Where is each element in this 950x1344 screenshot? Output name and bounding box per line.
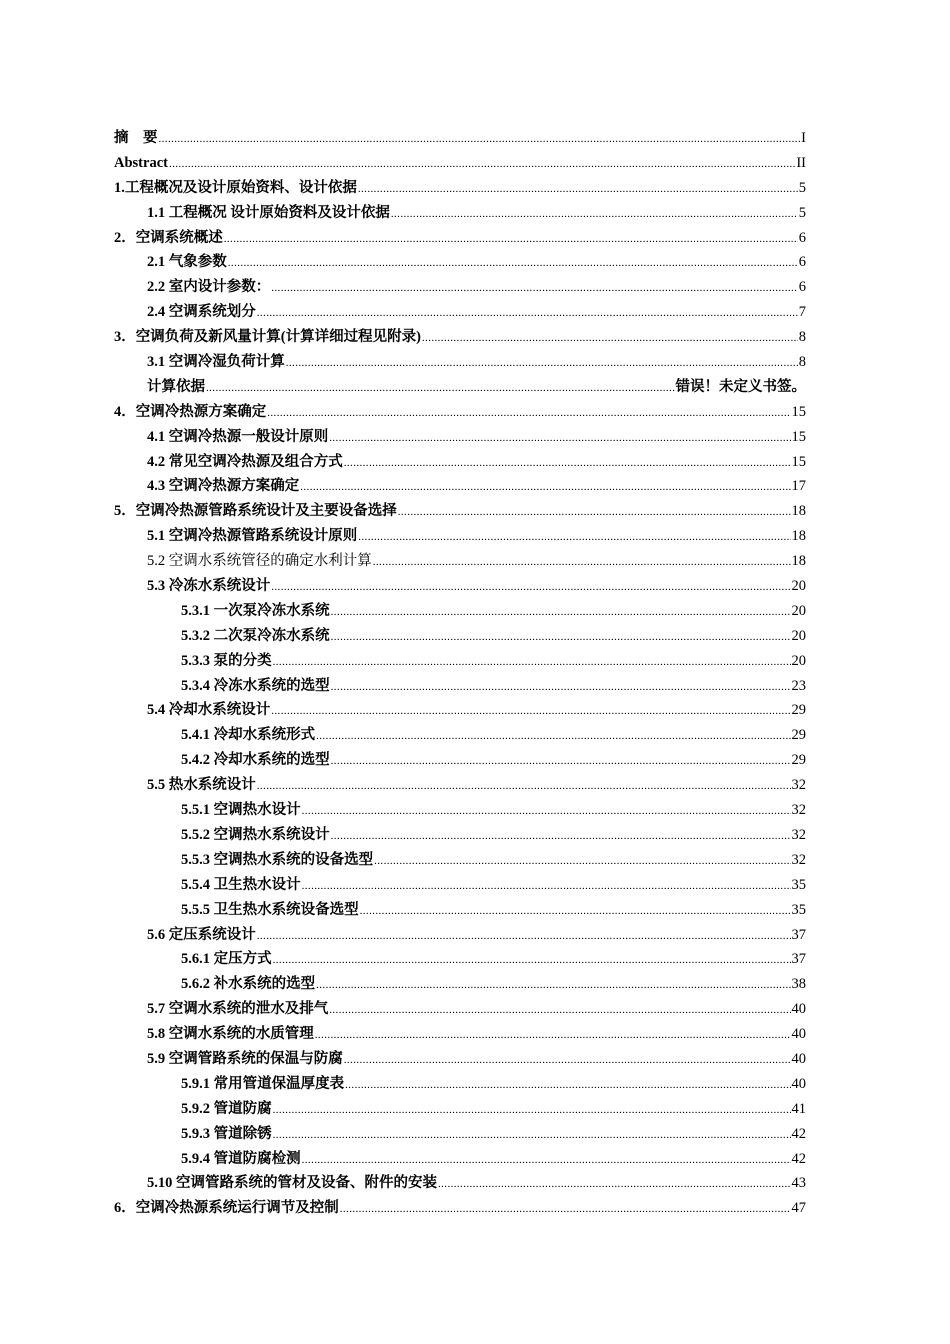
- toc-entry-title: 5.6.2 补水系统的选型: [181, 976, 316, 993]
- dot-leader: [344, 451, 791, 476]
- toc-entry-page-number: 35: [791, 901, 806, 918]
- toc-entry-title: 5.6 定压系统设计: [147, 926, 256, 943]
- dot-leader: [391, 202, 798, 227]
- dot-leader: [228, 251, 798, 276]
- toc-entry[interactable]: [114, 599, 806, 624]
- dot-leader: [358, 177, 798, 202]
- toc-entry-page-number: 43: [791, 1175, 806, 1192]
- toc-entry-page-number: 32: [791, 826, 806, 843]
- toc-entry[interactable]: [114, 300, 806, 325]
- toc-entry[interactable]: [114, 126, 806, 151]
- toc-entry[interactable]: [114, 1022, 806, 1047]
- toc-entry-title: 5.3 冷冻水系统设计: [147, 578, 271, 595]
- toc-entry-title: 1.1 工程概况 设计原始资料及设计依据: [147, 204, 390, 221]
- toc-entry[interactable]: [114, 275, 806, 300]
- dot-leader: [257, 301, 798, 326]
- toc-entry-page-number: 6: [798, 279, 806, 296]
- dot-leader: [159, 127, 801, 152]
- toc-entry-title: 5.9.3 管道除锈: [181, 1125, 272, 1142]
- toc-entry-page-number: II: [796, 154, 806, 171]
- toc-entry-page-number: 42: [791, 1125, 806, 1142]
- toc-entry[interactable]: [114, 1072, 806, 1097]
- toc-entry[interactable]: [114, 972, 806, 997]
- toc-entry[interactable]: [114, 524, 806, 549]
- toc-entry-title: 4.1 空调冷热源一般设计原则: [147, 428, 329, 445]
- dot-leader: [315, 1023, 791, 1048]
- toc-entry[interactable]: [114, 375, 806, 400]
- toc-entry-title: 5.4 冷却水系统设计: [147, 702, 271, 719]
- toc-entry-title: 4.3 空调冷热源方案确定: [147, 478, 300, 495]
- toc-entry[interactable]: [114, 748, 806, 773]
- toc-entry-title: 5.5.4 卫生热水设计: [181, 876, 301, 893]
- toc-entry-title: 5.7 空调水系统的泄水及排气: [147, 1001, 329, 1018]
- toc-entry[interactable]: [114, 499, 806, 524]
- toc-entry-page-number: 29: [791, 752, 806, 769]
- toc-entry-title: 5.9 空调管路系统的保温与防腐: [147, 1050, 343, 1067]
- dot-leader: [257, 774, 791, 799]
- dot-leader: [329, 998, 790, 1023]
- toc-entry-title: 5.9.4 管道防腐检测: [181, 1150, 301, 1167]
- toc-entry-title: 5．空调冷热源管路系统设计及主要设备选择: [114, 503, 397, 520]
- toc-entry[interactable]: [114, 723, 806, 748]
- toc-entry-page-number: 8: [798, 354, 806, 371]
- dot-leader: [273, 1123, 791, 1148]
- dot-leader: [331, 675, 791, 700]
- toc-entry-page-number: 40: [791, 1026, 806, 1043]
- dot-leader: [302, 799, 791, 824]
- toc-entry[interactable]: [114, 1147, 806, 1172]
- toc-entry-page-number: 40: [791, 1001, 806, 1018]
- toc-entry[interactable]: [114, 151, 806, 176]
- dot-leader: [302, 1148, 791, 1173]
- toc-entry-page-number: 35: [791, 876, 806, 893]
- dot-leader: [331, 625, 791, 650]
- toc-entry[interactable]: [114, 798, 806, 823]
- toc-entry-title: 2．空调系统概述: [114, 229, 223, 246]
- toc-entry[interactable]: [114, 947, 806, 972]
- toc-entry[interactable]: [114, 325, 806, 350]
- toc-entry-page-number: 20: [791, 627, 806, 644]
- dot-leader: [316, 724, 790, 749]
- toc-entry-page-number: 5: [798, 179, 806, 196]
- dot-leader: [273, 650, 791, 675]
- toc-entry-page-number: 6: [798, 229, 806, 246]
- toc-entry[interactable]: [114, 923, 806, 948]
- toc-entry-title: 5.3.3 泵的分类: [181, 652, 272, 669]
- dot-leader: [257, 924, 791, 949]
- toc-entry-title: 5.5.3 空调热水系统的设备选型: [181, 851, 374, 868]
- toc-entry-title: 5.2 空调水系统管径的确定水利计算: [147, 553, 372, 570]
- toc-entry-title: 5.8 空调水系统的水质管理: [147, 1026, 314, 1043]
- toc-entry-title: 5.3.2 二次泵冷冻水系统: [181, 627, 330, 644]
- dot-leader: [360, 899, 791, 924]
- toc-entry-title: 5.4.2 冷却水系统的选型: [181, 752, 330, 769]
- toc-entry-page-number: 20: [791, 652, 806, 669]
- toc-entry-title: 5.5 热水系统设计: [147, 777, 256, 794]
- toc-entry-title: 4．空调冷热源方案确定: [114, 403, 267, 420]
- toc-entry-title: 5.3.4 冷冻水系统的选型: [181, 677, 330, 694]
- toc-entry-page-number: 18: [791, 553, 806, 570]
- toc-entry-page-number: 38: [791, 976, 806, 993]
- toc-entry-page-number: 37: [791, 951, 806, 968]
- dot-leader: [398, 500, 791, 525]
- dot-leader: [267, 401, 790, 426]
- dot-leader: [373, 550, 791, 575]
- toc-entry-title: 6．空调冷热源系统运行调节及控制: [114, 1200, 339, 1217]
- toc-entry[interactable]: [114, 649, 806, 674]
- toc-entry[interactable]: [114, 698, 806, 723]
- dot-leader: [206, 376, 675, 401]
- dot-leader: [331, 600, 791, 625]
- toc-entry[interactable]: [114, 450, 806, 475]
- toc-entry[interactable]: [114, 773, 806, 798]
- dot-leader: [340, 1197, 791, 1222]
- toc-entry[interactable]: [114, 474, 806, 499]
- toc-entry-page-number: 20: [791, 602, 806, 619]
- toc-entry-error-message: 错误！未定义书签。: [675, 378, 806, 395]
- dot-leader: [169, 152, 795, 177]
- toc-entry[interactable]: [114, 226, 806, 251]
- toc-entry-page-number: 32: [791, 802, 806, 819]
- toc-entry-title: 2.4 空调系统划分: [147, 304, 256, 321]
- toc-entry-title: 3．空调负荷及新风量计算(计算详细过程见附录): [114, 329, 421, 346]
- toc-entry-page-number: 17: [791, 478, 806, 495]
- toc-entry[interactable]: [114, 201, 806, 226]
- toc-entry[interactable]: [114, 425, 806, 450]
- toc-entry-page-number: 15: [791, 428, 806, 445]
- toc-entry-title: 3.1 空调冷湿负荷计算: [147, 354, 285, 371]
- toc-entry-title: 5.5.5 卫生热水系统设备选型: [181, 901, 359, 918]
- toc-entry[interactable]: [114, 624, 806, 649]
- toc-entry[interactable]: [114, 350, 806, 375]
- toc-entry-title: 5.9.1 常用管道保温厚度表: [181, 1075, 345, 1092]
- toc-entry-page-number: 8: [798, 329, 806, 346]
- dot-leader: [331, 749, 791, 774]
- toc-entry-page-number: 40: [791, 1075, 806, 1092]
- dot-leader: [302, 874, 791, 899]
- dot-leader: [374, 849, 790, 874]
- toc-entry-page-number: 23: [791, 677, 806, 694]
- toc-entry-title: 1.工程概况及设计原始资料、设计依据: [114, 179, 357, 196]
- toc-entry[interactable]: [114, 823, 806, 848]
- dot-leader: [344, 1048, 791, 1073]
- dot-leader: [224, 227, 798, 252]
- toc-entry-title: 5.1 空调冷热源管路系统设计原则: [147, 528, 358, 545]
- toc-entry-page-number: 40: [791, 1050, 806, 1067]
- dot-leader: [422, 326, 798, 351]
- toc-entry[interactable]: [114, 848, 806, 873]
- toc-entry-page-number: 18: [791, 503, 806, 520]
- toc-entry-page-number: 32: [791, 851, 806, 868]
- toc-entry-page-number: I: [801, 130, 806, 146]
- dot-leader: [438, 1172, 791, 1197]
- dot-leader: [273, 1098, 791, 1123]
- dot-leader: [345, 1073, 790, 1098]
- toc-entry-page-number: 15: [791, 403, 806, 420]
- toc-entry-title: 5.5.2 空调热水系统设计: [181, 826, 330, 843]
- toc-entry-page-number: 6: [798, 254, 806, 271]
- toc-entry-title: 摘 要: [114, 130, 158, 146]
- dot-leader: [271, 699, 790, 724]
- dot-leader: [329, 426, 790, 451]
- dot-leader: [286, 351, 798, 376]
- toc-entry-title: 计算依据: [147, 378, 205, 395]
- toc-entry[interactable]: [114, 176, 806, 201]
- dot-leader: [300, 475, 790, 500]
- toc-entry-title: 5.10 空调管路系统的管材及设备、附件的安装: [147, 1175, 437, 1192]
- toc-entry[interactable]: [114, 250, 806, 275]
- dot-leader: [271, 575, 790, 600]
- dot-leader: [273, 948, 791, 973]
- toc-entry-page-number: 18: [791, 528, 806, 545]
- toc-entry-page-number: 32: [791, 777, 806, 794]
- toc-entry[interactable]: [114, 1196, 806, 1221]
- toc-entry[interactable]: [114, 873, 806, 898]
- dot-leader: [271, 276, 798, 301]
- toc-entry[interactable]: [114, 1047, 806, 1072]
- toc-entry-page-number: 29: [791, 727, 806, 744]
- toc-entry-title: 4.2 常见空调冷热源及组合方式: [147, 453, 343, 470]
- toc-entry-title: 2.1 气象参数: [147, 254, 227, 271]
- toc-entry[interactable]: [114, 400, 806, 425]
- toc-entry-page-number: 37: [791, 926, 806, 943]
- dot-leader: [358, 525, 790, 550]
- toc-entry-title: 2.2 室内设计参数：: [147, 279, 271, 296]
- toc-entry-title: 5.3.1 一次泵冷冻水系统: [181, 602, 330, 619]
- toc-entry[interactable]: [114, 1097, 806, 1122]
- toc-entry-page-number: 47: [791, 1200, 806, 1217]
- toc-entry-title: 5.5.1 空调热水设计: [181, 802, 301, 819]
- toc-entry[interactable]: [114, 1122, 806, 1147]
- toc-entry-page-number: 7: [798, 304, 806, 321]
- toc-entry[interactable]: [114, 549, 806, 574]
- toc-entry-page-number: 41: [791, 1100, 806, 1117]
- toc-entry[interactable]: [114, 997, 806, 1022]
- toc-entry-page-number: 15: [791, 453, 806, 470]
- toc-entry-page-number: 42: [791, 1150, 806, 1167]
- toc-entry[interactable]: [114, 898, 806, 923]
- toc-entry-page-number: 20: [791, 578, 806, 595]
- toc-entry[interactable]: [114, 674, 806, 699]
- toc-entry-page-number: 29: [791, 702, 806, 719]
- toc-entry[interactable]: [114, 1171, 806, 1196]
- toc-entry[interactable]: [114, 574, 806, 599]
- toc-entry-page-number: 5: [798, 204, 806, 221]
- dot-leader: [331, 824, 791, 849]
- toc-entry-title: 5.4.1 冷却水系统形式: [181, 727, 316, 744]
- table-of-contents: [114, 126, 806, 1221]
- toc-entry-title: 5.9.2 管道防腐: [181, 1100, 272, 1117]
- toc-entry-title: Abstract: [114, 154, 168, 171]
- dot-leader: [316, 973, 790, 998]
- toc-entry-title: 5.6.1 定压方式: [181, 951, 272, 968]
